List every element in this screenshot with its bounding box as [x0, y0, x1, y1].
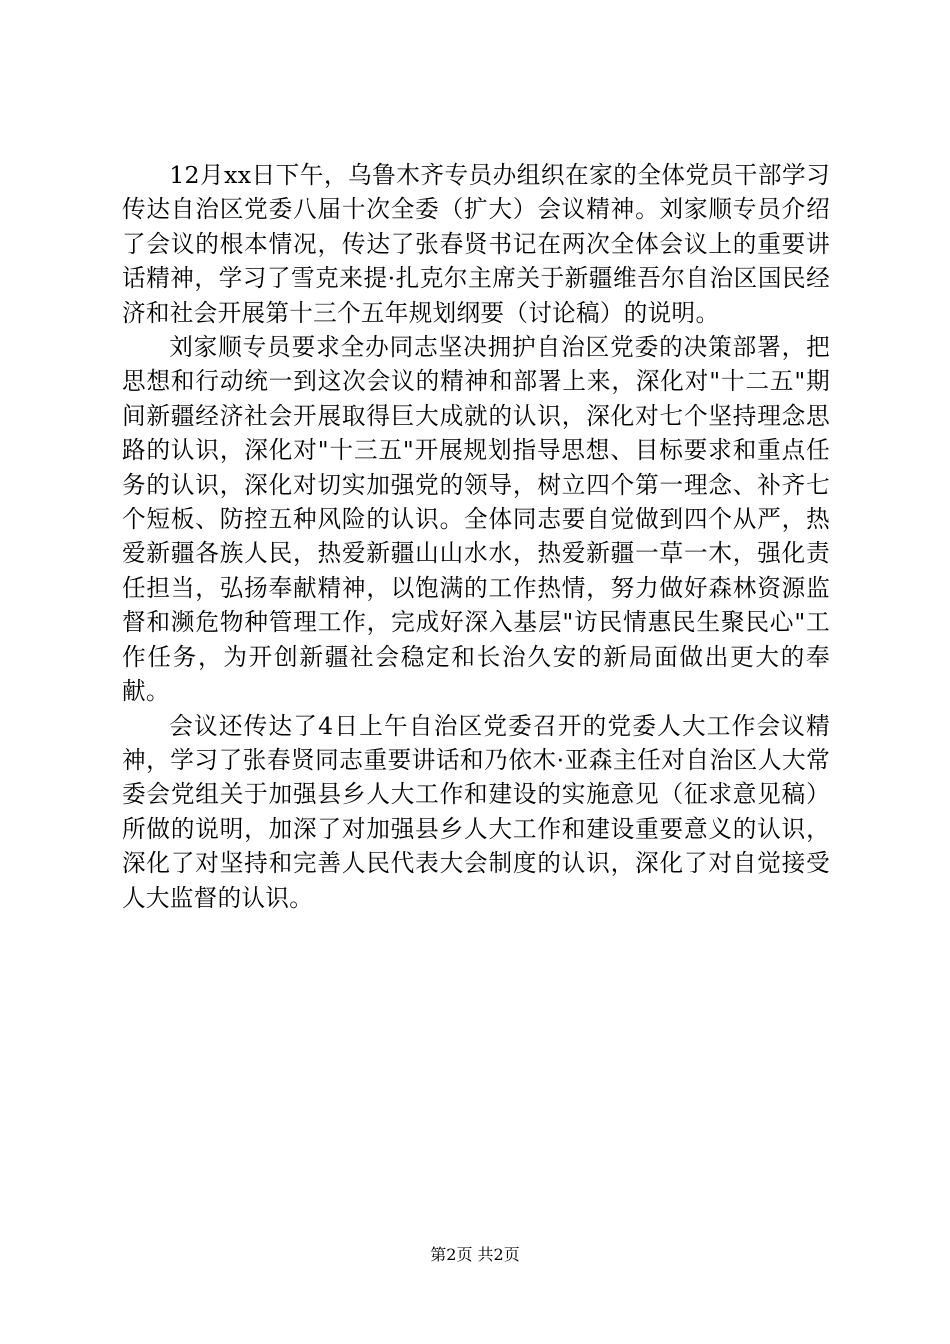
- paragraph-1: 12月xx日下午，乌鲁木齐专员办组织在家的全体党员干部学习传达自治区党委八届十次全委（扩大）会议精神。刘家顺专员介绍了会议的根本情况，传达了张春贤书记在两次全体会议上的重要讲话精神，学习了雪克来提·扎克尔主席关于新疆维吾尔自治区国民经济和社会开展第十三个五年规划纲要（讨论稿）的说明。: [122, 161, 830, 327]
- page-number: 第2页 共2页: [430, 1245, 520, 1264]
- document-body: [122, 158, 830, 915]
- paragraph-2: 刘家顺专员要求全办同志坚决拥护自治区党委的决策部署，把思想和行动统一到这次会议的精神和部署上来，深化对"十二五"期间新疆经济社会开展取得巨大成就的认识，深化对七个坚持理念思路的认识，深化对"十三五"开展规划指导思想、目标要求和重点任务的认识，深化对切实加强党的领导，树立四个第一理念、补齐七个短板、防控五种风险的认识。全体同志要自觉做到四个从严，热爱新疆各族人民，热爱新疆山山水水，热爱新疆一草一木，强化责任担当，弘扬奉献精神，以饱满的工作热情，努力做好森林资源监督和濒危物种管理工作，完成好深入基层"访民情惠民生聚民心"工作任务，为开创新疆社会稳定和长治久安的新局面做出更大的奉献。: [122, 333, 830, 706]
- paragraph-3: 会议还传达了4日上午自治区党委召开的党委人大工作会议精神，学习了张春贤同志重要讲话和乃依木·亚森主任对自治区人大常委会党组关于加强县乡人大工作和建设的实施意见（征求意见稿）所做的说明，加深了对加强县乡人大工作和建设重要意义的认识，深化了对坚持和完善人民代表大会制度的认识，深化了对自觉接受人大监督的认识。: [122, 711, 830, 912]
- page-footer: [0, 1243, 950, 1267]
